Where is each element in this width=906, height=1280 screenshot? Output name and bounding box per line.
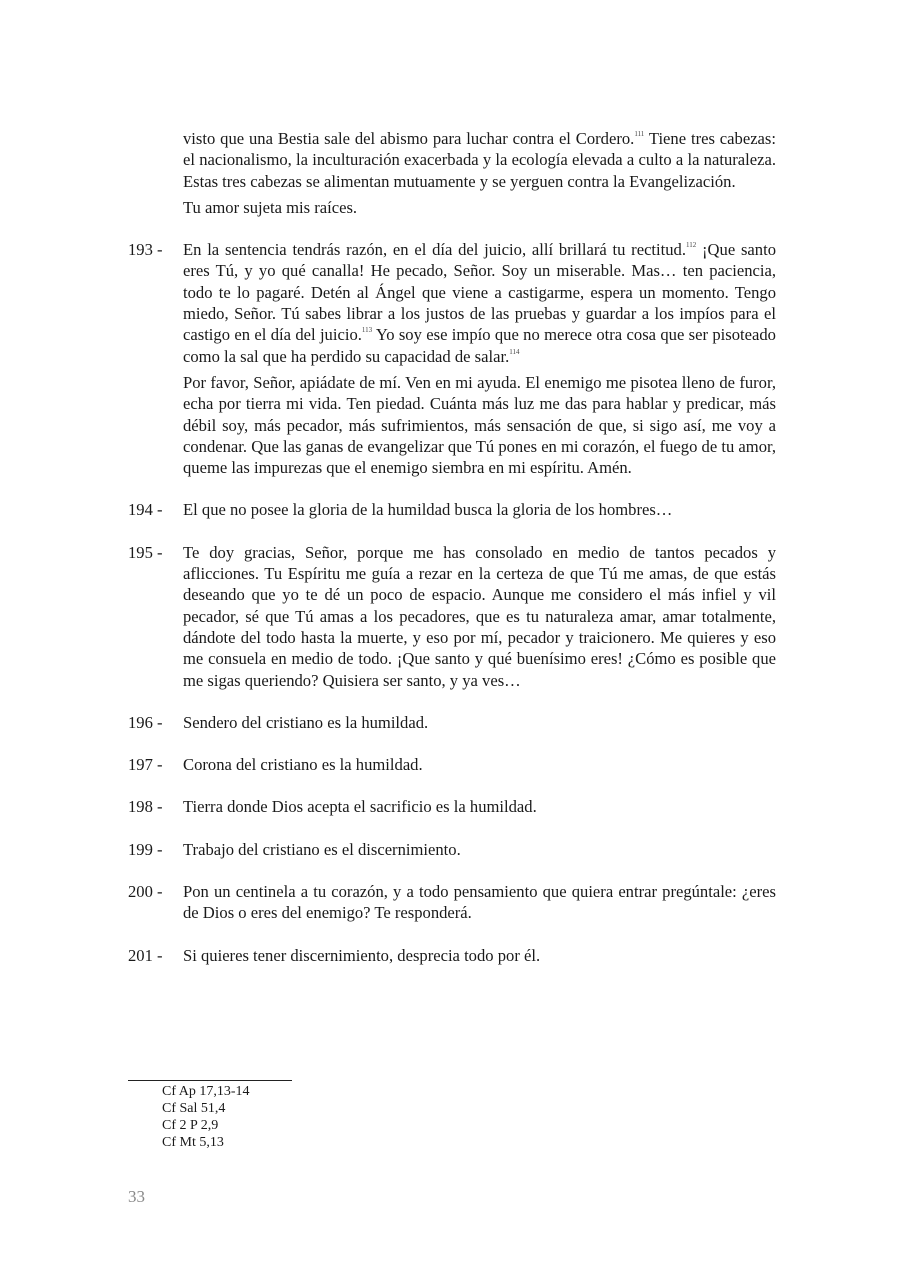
numbered-entry [128, 839, 776, 860]
text-run: Pon un centinela a tu corazón, y a todo pensamiento que quiera entrar pregúntale: ¿eres de Dios o eres del enemigo? Te responderá. [183, 882, 776, 923]
paragraph [183, 128, 776, 192]
entry-number: 195 - [128, 542, 163, 562]
entry-number: 196 - [128, 712, 163, 732]
text-run: Si quieres tener discernimiento, desprecia todo por él. [183, 945, 541, 965]
entry-body [183, 839, 776, 860]
text-run: ¡Que santo eres Tú, y yo qué canalla! He pecado, Señor. Soy un miserable. Mas… ten paciencia, todo te lo pagaré. Detén al Ángel que viene a castigarme, espera un momento. Tengo miedo, Señor. Tú sabes librar a los justos de las pruebas y guardar a los impíos para el castigo en el día del juicio. [183, 240, 777, 345]
paragraph [183, 499, 776, 520]
entry-body [183, 881, 776, 924]
text-run: Sendero del cristiano es la humildad. [183, 712, 429, 732]
paragraph [183, 839, 776, 860]
paragraph [183, 372, 776, 478]
entry-number: 199 - [128, 839, 163, 859]
document-body [128, 128, 776, 987]
entry-number: 200 - [128, 882, 163, 902]
text-run: El que no posee la gloria de la humildad busca la gloria de los hombres… [183, 500, 673, 520]
paragraph [183, 712, 776, 733]
page-number: 33 [128, 1187, 145, 1206]
text-run: Tu amor sujeta mis raíces. [183, 197, 358, 217]
text-run: visto que una Bestia sale del abismo para luchar contra el Cordero. [183, 129, 635, 148]
entry-body [183, 754, 776, 775]
entry-number: 198 - [128, 797, 163, 817]
footnote-ref: 111 [634, 130, 645, 138]
paragraph [183, 542, 776, 691]
text-run: Tiene tres cabezas: el nacionalismo, la inculturación exacerbada y la ecología elevada a culto a la naturaleza. Estas tres cabezas se alimentan mutuamente y se yerguen contra la Evangelización. [183, 129, 776, 191]
entry-body [183, 945, 776, 966]
text-run: Trabajo del cristiano es el discernimiento. [183, 839, 461, 859]
entry-body [183, 239, 776, 478]
numbered-entry [128, 881, 776, 924]
numbered-entry [128, 239, 776, 478]
numbered-entry [128, 499, 776, 520]
text-run: Te doy gracias, Señor, porque me has consolado en medio de tantos pecados y aflicciones. Tu Espíritu me guía a rezar en la certeza de que Tú me amas, de que estás deseando que yo te dé un poco de espacio. Aunque me considero el más infiel y vil pecador, sé que Tú amas a los pecadores, que es tu naturaleza amar, amar totalmente, dándote del todo hasta la muerte, y eso por mí, pecador y traicionero. Me quieres y eso me consuela en medio de todo. ¡Que santo y qué buenísimo eres! ¿Cómo es posible que me sigas queriendo? Quisiera ser santo, y ya ves… [183, 542, 776, 690]
entry-number: 194 - [128, 500, 163, 520]
footnotes [128, 1080, 528, 1151]
text-run: Por favor, Señor, apiádate de mí. Ven en mi ayuda. El enemigo me pisotea lleno de furor, echa por tierra mi vida. Ten piedad. Cuánta más luz me das para hablar y predicar, más débil soy, más pecador, más sufrimientos, más sensación de que, si sigo así, me voy a condenar. Que las ganas de evangelizar que Tú pones en mi corazón, el fuego de tu amor, queme las impurezas que el enemigo siembra en mi espíritu. Amén. [183, 372, 776, 478]
numbered-entry [128, 128, 776, 218]
entry-body [183, 712, 776, 733]
footnote-separator [128, 1080, 292, 1081]
paragraph [183, 197, 776, 218]
numbered-entry [128, 712, 776, 733]
footnote-ref: 114 [509, 347, 520, 356]
entry-body [183, 499, 776, 520]
entry-number [128, 128, 183, 218]
text-run: En la sentencia tendrás razón, en el día del juicio, allí brillará tu rectitud. [183, 240, 687, 260]
footnote: Cf Sal 51,4 [162, 1101, 226, 1116]
footnote-ref: 112 [686, 241, 697, 250]
paragraph [183, 945, 776, 966]
paragraph [183, 754, 776, 775]
numbered-entry [128, 542, 776, 691]
numbered-entry [128, 796, 776, 817]
entry-number: 193 - [128, 240, 163, 260]
entry-number: 197 - [128, 755, 163, 775]
text-run: Tierra donde Dios acepta el sacrificio es la humildad. [183, 797, 537, 817]
entry-body [183, 542, 776, 691]
text-run: Corona del cristiano es la humildad. [183, 755, 423, 775]
text-run: Yo soy ese impío que no merece otra cosa que ser pisoteado como la sal que ha perdido su capacidad de salar. [183, 325, 776, 366]
paragraph [183, 796, 776, 817]
entry-number: 201 - [128, 945, 163, 965]
paragraph [183, 239, 776, 367]
footnote-ref: 113 [361, 326, 373, 335]
entry-body [183, 796, 776, 817]
numbered-entry [128, 945, 776, 966]
paragraph [183, 881, 776, 924]
footnote: Cf Mt 5,13 [162, 1135, 224, 1150]
footnote: Cf Ap 17,13-14 [162, 1084, 250, 1099]
footnote: Cf 2 P 2,9 [162, 1118, 219, 1133]
numbered-entry [128, 754, 776, 775]
entry-body [183, 128, 776, 218]
